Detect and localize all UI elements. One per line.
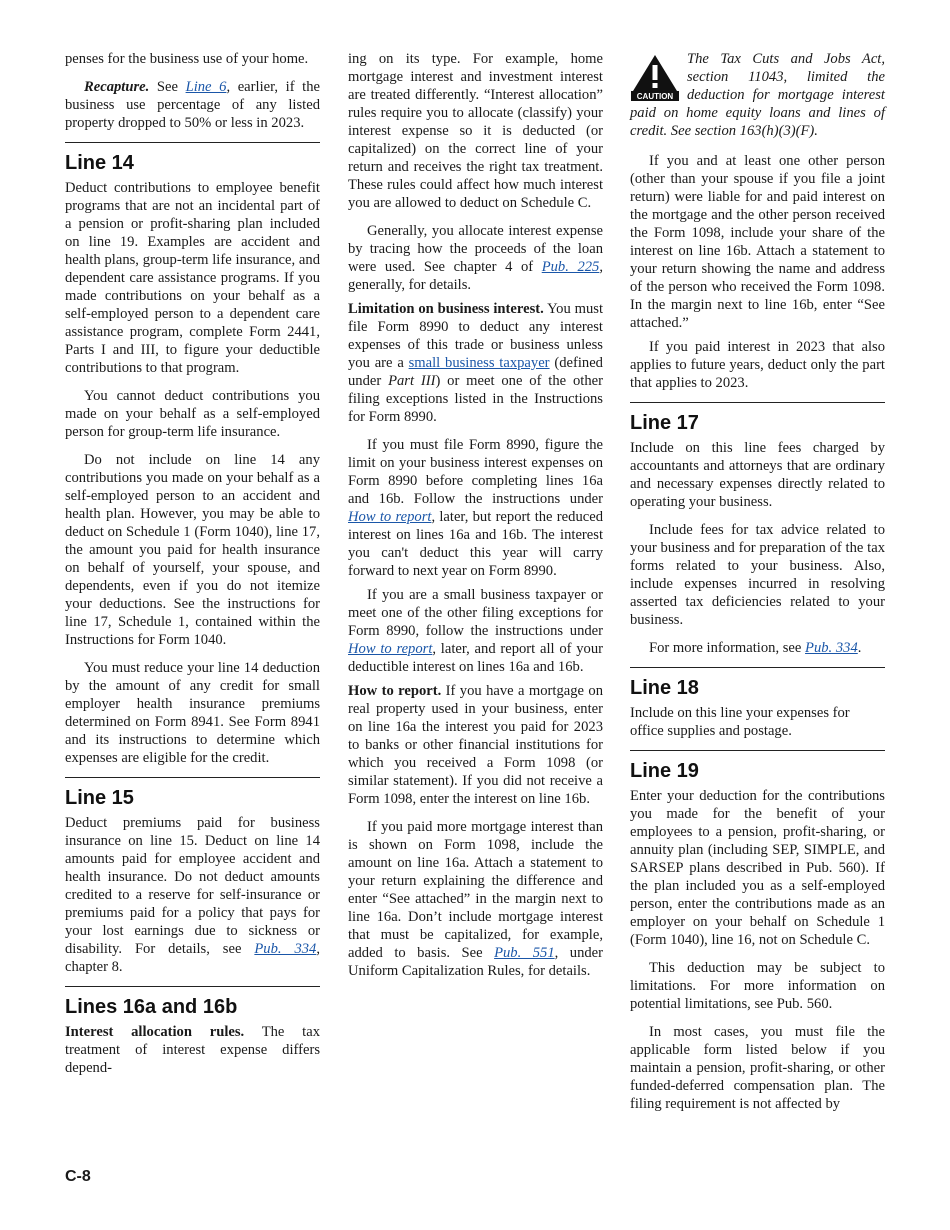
section-divider (65, 142, 320, 143)
text: (defined under (348, 355, 603, 389)
section-divider (630, 667, 885, 668)
section-divider (630, 402, 885, 403)
section-divider (65, 986, 320, 987)
text: The tax treatment of interest expense differs depend- (65, 1024, 320, 1076)
caution-text: The Tax Cuts and Jobs Act, section 11043, limited the deduction for mortgage interest paid on home equity loans and lines of credit. See section 163(h)(3)(F). (630, 51, 885, 139)
text: For more information, see (649, 640, 806, 656)
page-number: C-8 (65, 1168, 91, 1185)
text: , earlier, if the business use percentage of any listed property dropped to 50% or less in 2023. (65, 79, 320, 131)
text: Deduct premiums paid for business insurance on line 15. Deduct on line 14 amounts paid for employee accident and health insurance. Do not deduct amounts credited to a reserve for self-insurance or premiums paid for a policy that pays for your lost earnings due to sickness or disability. For details, see (65, 815, 320, 957)
text: , chapter 8. (65, 941, 321, 975)
text: If you paid more mortgage interest than is shown on Form 1098, include the amount on line 16a. Attach a statement to your return explaining the difference and enter “See attached” in the margin next to line 16a. Don’t include mortgage interest that must be capitalized, for example, added to basis. See (348, 819, 603, 961)
pub-225-link[interactable]: Pub. 225 (541, 259, 600, 275)
pub-334-link[interactable]: Pub. 334 (805, 640, 858, 656)
pub-334-link[interactable]: Pub. 334 (254, 941, 317, 957)
caution-icon-label: CAUTION (636, 92, 674, 101)
recapture-paragraph (65, 78, 320, 132)
column-1 (65, 50, 320, 1087)
line-17-paragraph (630, 639, 885, 657)
lines-16a-16b-heading: Lines 16a and 16b (65, 996, 238, 1018)
paragraph (348, 436, 603, 580)
how-to-report-link[interactable]: How to report (348, 641, 433, 657)
text: . (857, 640, 862, 656)
paragraph-continued: penses for the business use of your home. (65, 51, 309, 67)
line-17-heading: Line 17 (630, 412, 699, 434)
line-14-paragraph: Deduct contributions to employee benefit programs that are not an incidental part of a pension or profit-sharing plan included on line 19. Examples are accident and health plans, group-term life insurance, and dependent care assistance programs. If you made contributions on your behalf as a self-employed person to a dependent care assistance program, complete Form 2441, Parts I and III, to figure your deductible contributions to that program. (65, 180, 320, 376)
caution-note (630, 50, 885, 140)
line-19-paragraph: In most cases, you must file the applicable form listed below if you maintain a pension, profit-sharing, or other funded-deferred compensation plan. The filing requirement is not affected by (630, 1024, 885, 1112)
paragraph (348, 586, 603, 676)
text: Generally, you allocate interest expense by tracing how the proceeds of the loan were used. See chapter 4 of (348, 223, 603, 275)
line-14-heading: Line 14 (65, 152, 134, 174)
pub-551-link[interactable]: Pub. 551 (494, 945, 555, 961)
line-6-link[interactable]: Line 6 (185, 79, 227, 95)
text: If you have a mortgage on real property used in your business, enter on line 16a the interest you paid for 2023 to banks or other financial institutions for which you received a Form 1098 (or similar statement). If you did not receive a Form 1098, enter the interest on line 16b. (348, 683, 604, 807)
text: , later, and report all of your deductible interest on lines 16a and 16b. (348, 641, 603, 675)
line-19-heading: Line 19 (630, 760, 699, 782)
text: ) or meet one of the other filing exceptions listed in the Instructions for Form 8990. (348, 373, 603, 425)
limitation-paragraph (348, 300, 603, 426)
text: , under Uniform Capitalization Rules, for details. (348, 945, 603, 979)
text: If you are a small business taxpayer or meet one of the other filing exceptions for Form 8990, follow the instructions under (348, 587, 603, 639)
line-19-paragraph: Enter your deduction for the contributions you made for the benefit of your employees to a pension, profit-sharing, or annuity plan (including SEP, SIMPLE, and SARSEP plans described in Pub. 560). If the plan included you as a self-employed person, enter the contributions made as an employer on your behalf on Schedule 1 (Form 1040), line 16, not on Schedule C. (630, 788, 885, 948)
column-3 (630, 50, 885, 1123)
paragraph: If you and at least one other person (other than your spouse if you file a joint return) were liable for and paid interest on the mortgage and the other person received the Form 1098, include your share of the interest on line 16b. Attach a statement to your return showing the name and address of the person who received the Form 1098. In the margin next to line 16b, enter “See attached.” (630, 153, 885, 331)
text: If you must file Form 8990, figure the limit on your business interest expenses on Form 8990 before completing lines 16a and 16b. Follow the instructions under (348, 437, 603, 507)
how-to-report-paragraph (348, 682, 603, 808)
recapture-label: Recapture. (84, 79, 150, 95)
small-business-taxpayer-link[interactable]: small business taxpayer (408, 355, 550, 371)
how-to-report-link[interactable]: How to report (348, 509, 432, 525)
text: See (149, 79, 186, 95)
section-divider (65, 777, 320, 778)
line-15-heading: Line 15 (65, 787, 134, 809)
line-17-paragraph: Include fees for tax advice related to your business and for preparation of the tax forms related to your business. Also, include expenses incurred in resolving asserted tax deficiencies related to your business. (630, 522, 885, 628)
line-14-paragraph: You must reduce your line 14 deduction by the amount of any credit for small employer health insurance premiums determined on Form 8941. See Form 8941 and its instructions to determine which expenses are eligible for the credit. (65, 660, 320, 766)
how-to-report-label: How to report. (348, 683, 442, 699)
line-14-paragraph: You cannot deduct contributions you made on your behalf as a self-employed person for group-term life insurance. (65, 388, 320, 440)
line-15-paragraph (65, 814, 320, 976)
line-18-paragraph: Include on this line your expenses for office supplies and postage. (630, 705, 850, 739)
caution-icon (630, 53, 680, 101)
text: Part III (388, 373, 436, 389)
text: , generally, for details. (348, 259, 604, 293)
paragraph-continued: ing on its type. For example, home mortgage interest and investment interest are treated differently. “Interest allocation” rules require you to allocate (classify) your interest expense so it is deducted (or capitalized) on the correct line of your return and receives the right tax treatment. These rules could affect how much interest you are allowed to deduct on Schedule C. (348, 51, 603, 211)
line-19-paragraph: This deduction may be subject to limitations. For more information on potential limitations, see Pub. 560. (630, 960, 885, 1012)
paragraph (348, 222, 603, 294)
line-14-paragraph: Do not include on line 14 any contributions you made on your behalf as a self-employed person to an accident and health plan. However, you may be able to deduct on Schedule 1 (Form 1040), line 17, the amount you paid for health insurance on behalf of yourself, your spouse, and dependents, even if you do not itemize your deductions. See the instructions for line 17, Schedule 1, contained within the Instructions for Form 1040. (65, 452, 320, 648)
text: , later, but report the reduced interest on lines 16a and 16b. The interest you can't deduct this year will carry forward to next year on Form 8990. (348, 509, 603, 579)
paragraph: If you paid interest in 2023 that also applies to future years, deduct only the part that applies to 2023. (630, 339, 885, 391)
limitation-label: Limitation on business interest. (348, 301, 544, 317)
paragraph (348, 818, 603, 980)
section-divider (630, 750, 885, 751)
column-2 (348, 50, 603, 990)
text: You must file Form 8990 to deduct any interest expenses of this trade or business unless you are a (348, 301, 604, 371)
interest-allocation-paragraph (65, 1023, 320, 1077)
interest-allocation-label: Interest allocation rules. (65, 1024, 245, 1040)
line-18-heading: Line 18 (630, 677, 699, 699)
line-17-paragraph: Include on this line fees charged by accountants and attorneys that are ordinary and necessary expenses directly related to operating your business. (630, 440, 885, 510)
